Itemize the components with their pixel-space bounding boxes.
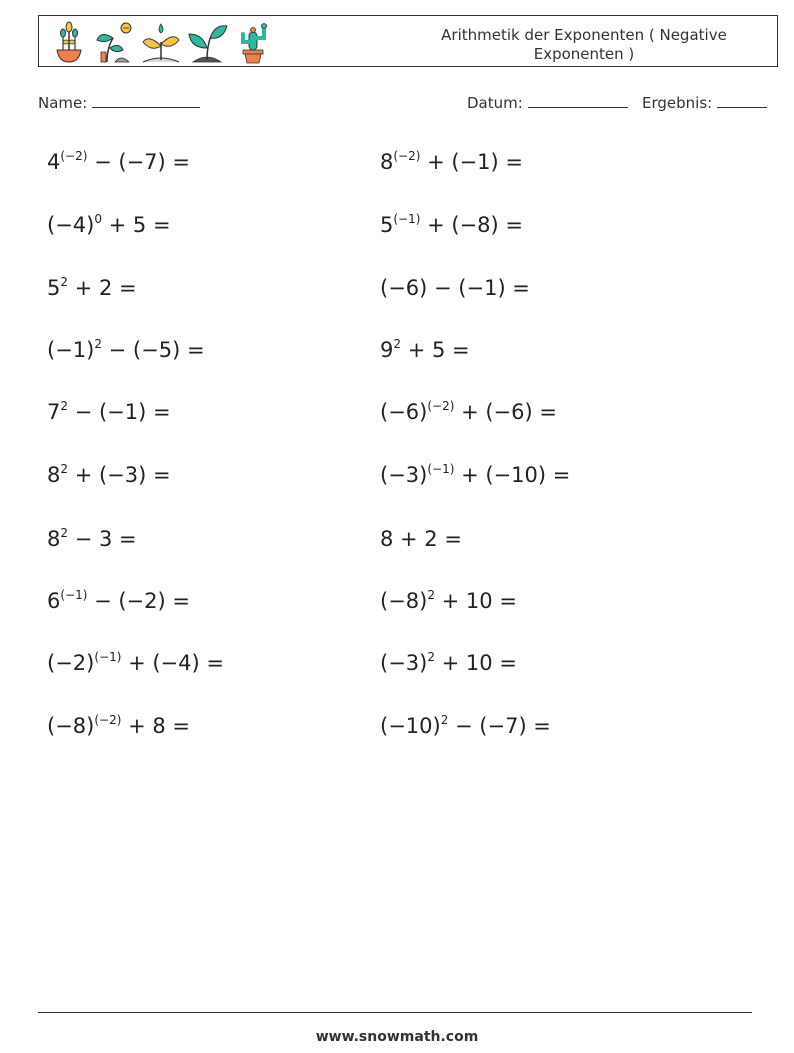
problem-item: $6^{(-1)} - (-2)$ =: [47, 588, 190, 613]
date-label: Datum:: [467, 94, 523, 112]
date-field: [467, 93, 628, 112]
problem-item: $8^2 + (-3)$ =: [47, 462, 171, 487]
worksheet-header: [38, 15, 778, 67]
score-label: Ergebnis:: [642, 94, 713, 112]
score-blank[interactable]: [717, 93, 767, 108]
plant-icons: [47, 20, 275, 64]
problem-item: (−6) − (−1) =: [380, 276, 530, 300]
score-field: [642, 93, 767, 112]
problem-item: $(-8)^{(-2)} + 8$ =: [47, 713, 190, 738]
name-field: [38, 93, 200, 112]
problem-item: $(-3)^2 + 10$ =: [380, 650, 517, 675]
potted-plant-icon: [47, 20, 91, 64]
problem-item: $7^2 - (-1)$ =: [47, 399, 171, 424]
footer-divider: [38, 1012, 752, 1013]
problem-item: $9^2 + 5$ =: [380, 337, 470, 362]
cactus-icon: [231, 20, 275, 64]
problem-item: $(-10)^2 - (-7)$ =: [380, 713, 551, 738]
problem-item: $(-2)^{(-1)} + (-4)$ =: [47, 650, 224, 675]
problem-item: $5^2 + 2$ =: [47, 275, 137, 300]
problem-item: $(-3)^{(-1)} + (-10)$ =: [380, 462, 571, 487]
footer-url[interactable]: www.snowmath.com: [315, 1029, 479, 1045]
problem-item: 8 + 2 =: [380, 527, 462, 551]
seedling-pots-icon: [93, 20, 137, 64]
watering-sprout-icon: [139, 20, 183, 64]
problem-item: $8^2 - 3$ =: [47, 526, 137, 551]
problem-item: $8^{(-2)} + (-1)$ =: [380, 149, 523, 174]
problem-item: $(-4)^0 + 5$ =: [47, 212, 171, 237]
worksheet-title: Arithmetik der Exponenten ( Negative Exponenten ): [441, 26, 727, 63]
date-blank[interactable]: [528, 93, 628, 108]
problem-item: $4^{(-2)} - (-7)$ =: [47, 149, 190, 174]
sprout-icon: [185, 20, 229, 64]
name-blank[interactable]: [92, 93, 200, 108]
problem-item: $5^{(-1)} + (-8)$ =: [380, 212, 523, 237]
problem-item: $(-8)^2 + 10$ =: [380, 588, 517, 613]
problem-item: $(-6)^{(-2)} + (-6)$ =: [380, 399, 557, 424]
name-label: Name:: [38, 94, 88, 112]
problem-item: $(-1)^2 - (-5)$ =: [47, 337, 205, 362]
